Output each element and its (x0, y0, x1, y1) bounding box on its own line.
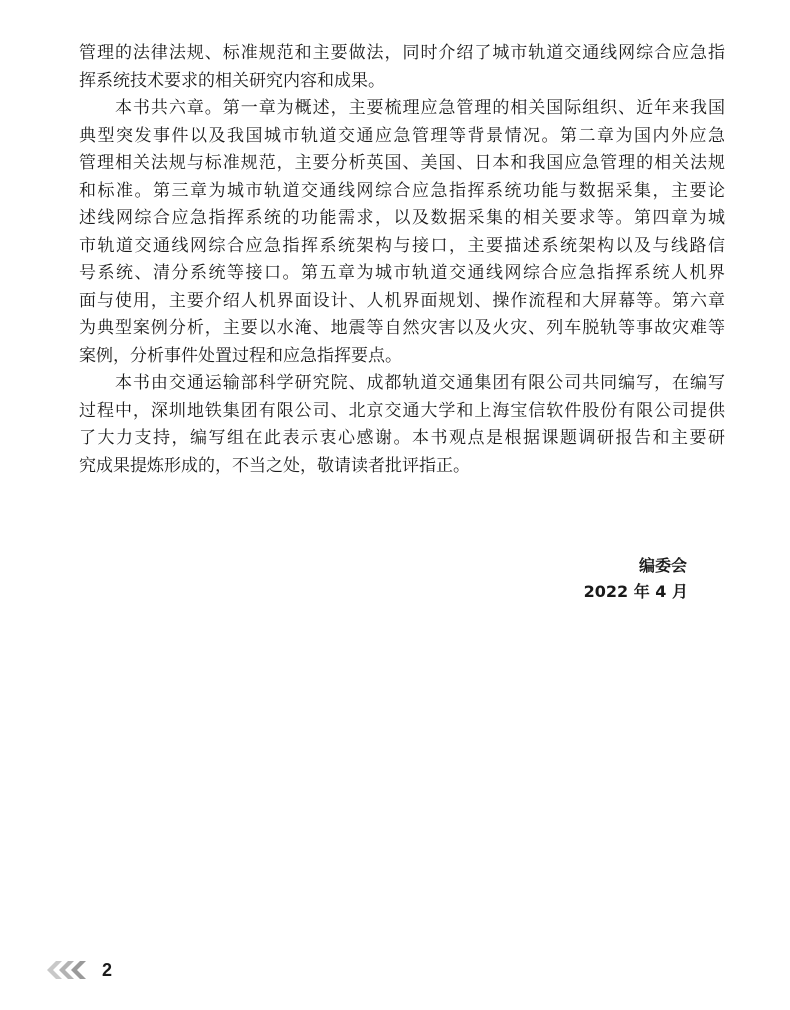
page-number: 2 (102, 959, 113, 980)
text-line: 面与使用，主要介绍人机界面设计、人机界面规划、操作流程和大屏幕等。第六章 (79, 290, 725, 311)
text-line: 管理相关法规与标准规范，主要分析英国、美国、日本和我国应急管理的相关法规 (79, 153, 725, 173)
text-line: 典型突发事件以及我国城市轨道交通应急管理等背景情况。第二章为国内外应急 (79, 125, 725, 146)
signature-date: 2022 年 4 月 (583, 582, 688, 601)
text-line: 案例，分析事件处置过程和应急指挥要点。 (79, 345, 402, 366)
text-line: 挥系统技术要求的相关研究内容和成果。 (79, 70, 385, 91)
text-line: 过程中，深圳地铁集团有限公司、北京交通大学和上海宝信软件股份有限公司提供 (79, 400, 725, 421)
triple-chevron-left-icon (40, 959, 92, 981)
text-line: 号系统、清分系统等接口。第五章为城市轨道交通线网综合应急指挥系统人机界 (79, 263, 725, 283)
text-line: 市轨道交通线网综合应急指挥系统架构与接口，主要描述系统架构以及与线路信 (79, 235, 725, 256)
text-line: 究成果提炼形成的，不当之处，敬请读者批评指正。 (79, 455, 470, 476)
preface-body (79, 40, 725, 480)
text-line: 本书由交通运输部科学研究院、成都轨道交通集团有限公司共同编写，在编写 (79, 373, 725, 393)
text-line: 管理的法律法规、标准规范和主要做法，同时介绍了城市轨道交通线网综合应急指 (79, 43, 725, 63)
text-line: 和标准。第三章为城市轨道交通线网综合应急指挥系统功能与数据采集，主要论 (79, 180, 725, 201)
signature-author: 编委会 (638, 556, 687, 575)
text-line: 本书共六章。第一章为概述，主要梳理应急管理的相关国际组织、近年来我国 (79, 98, 725, 118)
text-line: 为典型案例分析，主要以水淹、地震等自然灾害以及火灾、列车脱轨等事故灾难等 (79, 318, 725, 338)
page-footer (40, 956, 112, 984)
text-line: 了大力支持，编写组在此表示衷心感谢。本书观点是根据课题调研报告和主要研 (79, 428, 725, 448)
text-line: 述线网综合应急指挥系统的功能需求，以及数据采集的相关要求等。第四章为城 (79, 208, 725, 228)
